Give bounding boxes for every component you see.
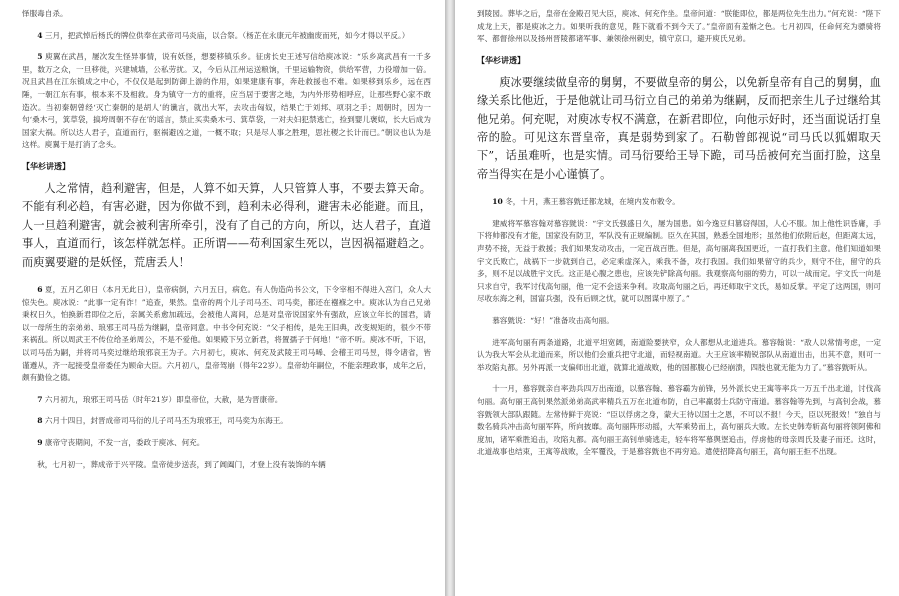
paragraph: 秋，七月初一，葬成帝于兴平陵。皇帝徒步送丧，到了阊阖门，才登上没有装饰的车辆: [37, 459, 326, 469]
paragraph-text: 六月十四日，封晋成帝司马衍的儿子司马丕为琅邪王，司马奕为东海王。: [44, 416, 288, 426]
section-heading: 【华杉讲透】: [477, 55, 525, 65]
paragraph-number: 10: [492, 197, 503, 207]
right-page: [455, 0, 899, 596]
section-heading: 【华杉讲透】: [22, 161, 70, 171]
paragraph-number: 9: [37, 437, 43, 447]
paragraph-text: 六月初九，琅邪王司马岳（时年21岁）即皇帝位，大赦，是为晋康帝。: [44, 394, 283, 404]
paragraph: 进军高句丽有两条道路，北道平坦宽阔，南道险要狭窄，众人都想从北道进兵。慕容翰说：“敌人以常情考虑，一定认为我大军会从北道而来，所以他们会重兵把守北道，而轻视南道。大王应该率精锐部队从南道出击，出其不意，则可一举攻陷丸都。另外再派一支偏师出北道，就算北道战败，他的国都腹心已经崩溃，四肢也就无能为力了。”慕容皝听从。: [477, 337, 881, 372]
paragraph-text: 三月，把武悼后杨氏的牌位供奉在武帝司马炎庙，以合祭。（杨芷在永康元年被幽废而死，如今才得以平反。）: [44, 30, 410, 40]
paragraph-number: 8: [37, 416, 43, 426]
paragraph: 慕容皝说：“好！”准备攻击高句丽。: [492, 315, 614, 325]
book-gutter: [445, 0, 455, 596]
paragraph-text: 冬，十月，燕王慕容皝迁都龙城，在境内发布敕令。: [505, 197, 680, 207]
paragraph-number: 5: [37, 52, 43, 62]
numbered-paragraph: [22, 284, 431, 385]
paragraph: 建威将军慕容翰对慕容皝说：“宇文氏强盛日久，屡为国患。如今逸豆归篡窃得国，人心不服。加上他性识昏庸，手下将帅都没有才能，国家没有防卫，军队没有正规编制。臣久在其国，熟悉全国地形；虽然他们依附后赵，但距离太远，声势不接，无益于救援；我们如果发动攻击，一定百战百胜。但是，高句丽离我国更近，一直打我们主意。他们知道如果宇文氏败亡，战祸下一步就到自己，必定乘虚深入，乘我不备，攻打我国。我们如果留守的兵少，则守不住，留守的兵多，则不足以战胜宇文氏。这正是心腹之患也，应该先铲除高句丽。我观察高句丽的势力，可以一战而定。宇文氏一向是只求自守，我军讨伐高句丽，他一定不会送来争利。攻取高句丽之后，再还师取宇文氏，易如反掌。平定了这两国，则可尽收东海之利，国富兵强，没有后顾之忧，就可以图谋中原了。”: [477, 218, 881, 304]
paragraph-number: 6: [37, 284, 43, 294]
paragraph: 十一月，慕容皝亲自率劲兵四万出南道，以慕容翰、慕容霸为前锋，另外派长史王寓等率兵一万五千出北道，讨伐高句丽。高句丽王高钊果然派弟弟高武率精兵五万在北道布防，自己率羸弱士兵防守南道。慕容翰等先到，与高钊会战，慕容皝领大部队跟随。左常侍鲜于亮说：“臣以俘虏之身，蒙大王待以国士之恩，不可以不报！今天，臣以死报效！”独自与数名骑兵冲击高句丽军阵，所向披靡。高句丽阵形动摇，大军乘势而上，高句丽兵大败。左长史韩寿斩高句丽将领阿佛和度加，诸军乘胜追击，攻陷丸都。高句丽王高钊单骑逃走，轻车将军慕舆埿追击，俘虏他的母亲周氏及妻子而还。这时，北道战事也结束，王寓等战败，全军覆没，于是慕容皝也不再穷追。遣使招降高句丽王，高句丽王拒不出现。: [477, 384, 881, 457]
numbered-paragraph: [22, 437, 431, 450]
numbered-paragraph: [22, 51, 431, 152]
paragraph-number: 4: [37, 30, 43, 40]
paragraph-text: 康帝守丧期间，不发一言，委政于庾冰、何充。: [44, 437, 205, 447]
commentary-text: 庾冰要继续做皇帝的舅舅，不要做皇帝的舅公，以免新皇帝有自己的舅舅，血缘关系比他近，于是他就让司马衍立自己的弟弟为继嗣，反而把亲生儿子过继给其他兄弟。何充呢，对庾冰专权不满意，在新君即位，向他示好时，还当面说话打皇帝的脸。可见这东晋皇帝，真是弱势到家了。石勒曾郎视说“司马氏以狐媚取天下”，话虽难听，也是实情。司马衍要给王导下跪，司马岳被何充当面打脸，这皇帝当得实在是小心谨慎了。: [477, 75, 881, 181]
paragraph-text: 庾翼在武昌，屡次发生怪异事情，说有妖怪，想要移镇乐乡。征虏长史王述写信给庾冰说：“乐乡离武昌有一千多里，数万之众，一旦移徙，兴建城墙，公私劳扰。又，今后从江州运送粮饷，千里运输物资，供给军营，力役增加一倍。况且武昌在江东镇成之中心，不仅仅是起到防御上游的作用，如果建康有事，奔赴救援也不难。如果移到乐乡，远在西陲，一朝江东有事，根本来不及相救。身为镇守一方的重将，应当居于要害之地，为内外形势相呼应，让那些野心家不敢造次。当初秦朝曾经‘灭亡秦朝的是胡人’的谶言，就出大军，去攻击匈奴，结果亡于刘邦、项羽之手；周朝时，因为一句‘桑木弓，箕草袋，搞垮周朝不存在’的谣言，禁止买卖桑木弓、箕草袋，一对夫妇犯禁逃亡，捡到婴儿褒姒，长大后成为国家大祸。所以达人君子，直道而行，驱祸避凶之道，一概不取；只是尽人事之胜理，思社稷之长计而已。”朝议也认为是这样。庾翼于是打消了念头。: [22, 52, 431, 150]
commentary-text: 人之常情，趋利避害，但是，人算不如天算，人只管算人事，不要去算天命。不能有利必趋，有害必避，因为你做不到，趋利未必得利，避害未必能避。而且，人一旦趋利避害，就会被利害所牵引，没有了自己的方向，所以，达人君子，直道事人，直道而行，该怎样就怎样。正所谓——苟利国家生死以，岂因祸福避趋之。而庾翼要避的是妖怪，荒唐丢人！: [22, 181, 431, 269]
left-page: [0, 0, 445, 596]
paragraph: 到陵园。葬毕之后，皇帝在金殿召见大臣，庾冰、何充作坐。皇帝问道：“朕能即位，都是两位先生出力。”何充说：“陛下成龙上天，都是庾冰之力。如果听我的意见，陛下就看不到今天了。”皇帝面有羞惭之色。七月初四，任命何充为骠骑将军、都督徐州以及扬州晋陵都诸军事、兼领徐州刺史，镇守京口，避开庾氏兄弟。: [477, 9, 881, 44]
numbered-paragraph: [22, 394, 431, 407]
numbered-paragraph: [22, 415, 431, 428]
paragraph-number: 7: [37, 394, 43, 404]
numbered-paragraph: [477, 196, 881, 209]
numbered-paragraph: [22, 30, 431, 43]
paragraph-text: 夏，五月乙卯日（本月无此日），皇帝病倒，六月五日，病危。有人伪造尚书公文，下令宰相不得进入宫门，众人大惊失色。庾冰说：“此事一定有诈！”追查，果然。皇帝的两个儿子司马丕、司马奕，都还在襁褓之中。庾冰认为自己兄弟秉权日久，怕换新君即位之后，亲属关系愈加疏远，会被他人离间，总是对皇帝说国家外有强敌，应该立年长的国君，请以一母所生的亲弟弟、琅邪王司马岳为继嗣，皇帝同意。中书令何充说：“父子相传，是先王旧典，改变规矩的，很少不带来祸乱。所以周武王不传位给圣弟周公，不是不爱他。如果殿下另立新君，将置孺子于何地！”帝不听。庾冰不听，下诏，以司马岳为嗣，并将司马奕过继给琅邪哀王为子。六月初七，庾冰、何充及武陵王司马晞、会稽王司马昱，得令诸省，皆谨遵从，齐一起接受皇帝委任为顾命大臣。六月初八，皇帝驾崩（得年22岁）。皇帝幼年嗣位，不能亲理政事，成年之后，颇有勤俭之德。: [22, 284, 431, 383]
paragraph: 怿服毒自杀。: [22, 9, 68, 18]
